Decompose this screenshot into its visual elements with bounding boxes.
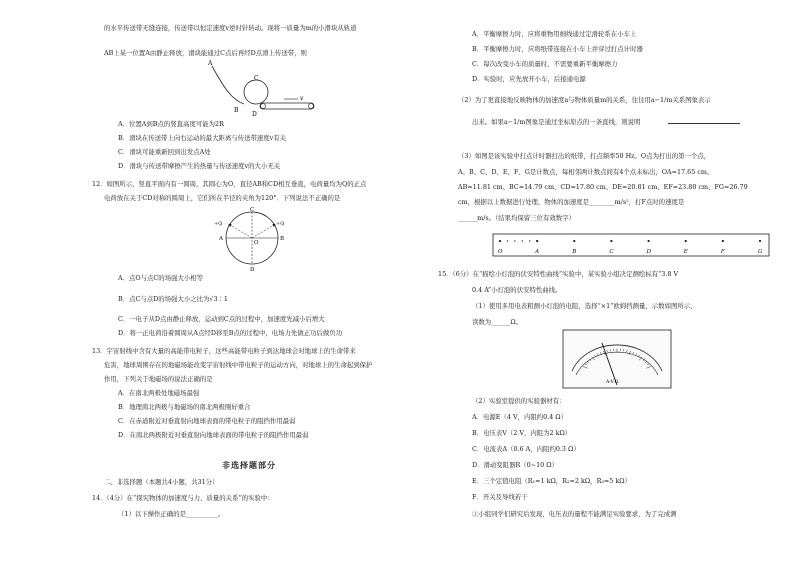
q13-option-c: C．在赤道附近对垂直射向地球表面的带电粒子的阻挡作用最弱 [118, 417, 296, 425]
label-a: A [219, 236, 223, 242]
tape-label: O [498, 249, 503, 255]
label-c: C [250, 207, 255, 213]
q15-text-line-2: 0.4 A”小灯泡的伏安特性曲线。 [472, 286, 562, 294]
circle-figure [212, 205, 292, 271]
q14-part-3-line-4: cm，根据以上数据进行处理，物体的加速度是________m/s²，打F点时的速度是 [458, 198, 685, 206]
section-title: 非选择题部分 [222, 460, 276, 470]
q15-part-1-line-2: 读数为______Ω。 [472, 318, 523, 326]
equip-e: E．三个定值电阻（R₁=1 kΩ，R₂=2 kΩ，R₃=5 kΩ） [472, 477, 631, 485]
tape-label: B [572, 249, 577, 255]
q11-option-b: B．滑块在传送带上向右运动的最大距离与传送带速度v有关 [118, 134, 287, 142]
q15-part-2: （2）实验室提供的实验器材有： [472, 397, 566, 405]
q14-option-d: D．实验时，应先放开小车，后接通电源 [472, 75, 586, 83]
tape-dot [647, 240, 649, 242]
equip-c: C．电流表A（0.6 A，内阻约0.3 Ω） [472, 445, 580, 453]
q12-text-line-2: 电荷放在关于CD对称的圆周上，它们所在半径的夹角为120°．下列说法不正确的是 [104, 194, 341, 202]
paper-tape-figure [492, 232, 772, 260]
tape-dot-minor [529, 240, 530, 241]
q13-text-line-1: 13．宇宙射线中含有大量的高能带电粒子，这些高能带电粒子到达地球会对地球上的生命带来 [92, 347, 356, 355]
label-c: C [254, 75, 259, 82]
label-b: B [280, 236, 285, 242]
q14-option-c: C．每次改变小车的质量时，不需要重新平衡摩擦力 [472, 60, 618, 68]
multimeter-dial-figure [562, 329, 672, 391]
q13-option-b: B．地理南北两极与地磁场的南北两极刚好重合 [118, 403, 251, 411]
tape-dot [610, 240, 612, 242]
tape-label: A [535, 249, 540, 255]
tape-dot [685, 240, 687, 242]
tape-label: E [683, 249, 688, 255]
q14-option-a: A．平衡摩擦力时，应将重物用细线通过定滑轮系在小车上 [472, 30, 637, 38]
tape-dot-minor [507, 240, 508, 241]
q13-text-line-2: 危害，地球周围存在的地磁场能改变宇宙射线中带电粒子的运动方向，对地球上的生命起到保护 [104, 361, 373, 369]
q14-part-1: （1）以下操作正确的是__________。 [118, 510, 225, 518]
q12-option-d: D．将一正电荷沿着圆周从A点经D移至B点的过程中，电场力先做正功后做负功 [118, 329, 343, 337]
tape-label: F [720, 249, 725, 255]
q11-text-line-2: AB上某一位置A由静止释放，滑块能通过C点后再经D点滑上传送带，则 [104, 49, 307, 57]
q13-option-a: A．在南北两极处地磁场最强 [118, 389, 200, 397]
section-subtitle: 二、非选择题（本题共4小题，共31分） [104, 478, 219, 486]
q13-option-d: D．在南北两极附近对垂直射向地球表面的带电粒子的阻挡作用最弱 [118, 431, 309, 439]
q14-part-3-line-5: ______m/s。（结果均保留三位有效数字） [458, 214, 575, 222]
tape-dot-minor [522, 240, 523, 241]
q11-option-c: C．滑块可能重新回到出发点A处 [118, 148, 211, 156]
label-a: A [208, 60, 213, 67]
equip-d: D．滑动变阻器R（0~10 Ω） [472, 461, 558, 469]
answer-blank[interactable] [668, 118, 740, 127]
q13-text-line-3: 作用，下列关于地磁场的说法正确的是 [104, 375, 213, 383]
label-d: D [252, 111, 257, 118]
q12-option-c: C．一电子从D点由静止释放，运动到C点的过程中，加速度先减小后增大 [118, 315, 325, 323]
tape-dot [499, 240, 501, 242]
equip-a: A．电源E（4 V，内阻约0.4 Ω） [472, 413, 568, 421]
tape-label: D [646, 249, 651, 255]
equip-b: B．电压表V（2 V，内阻为2 kΩ） [472, 429, 572, 437]
q14-part-2-line-2: 出来。如果a−1/m图象是通过坐标原点的一条直线，则说明 [472, 118, 641, 126]
tape-dot [573, 240, 575, 242]
q12-option-b: B．点C与点D的场强大小之比为√3∶1 [118, 295, 228, 303]
q11-option-a: A．位置A到B点的竖直高度可能为2R [118, 120, 224, 128]
label-charge-right: +Q [276, 221, 285, 227]
tape-label: C [609, 249, 614, 255]
q14-part-3-line-2: A、B、C、D、E、F、G是计数点，每相邻两计数点间有4个点未标出，OA=17.65 cm、 [458, 168, 714, 176]
q12-option-a: A．点O与点C的场强大小相等 [118, 274, 204, 282]
q12-text-line-1: 12．如图所示，竖直平面内有一圆周，其圆心为O，直径AB和CD相互垂直，电荷量均为Q的正点 [92, 180, 367, 188]
q15-text-line-1: 15．（6分）在“描绘小灯泡的伏安特性曲线”实验中，某实验小组决定测绘标有“3.8 V [438, 270, 679, 278]
q15-part-1-line-1: （1）使用多用电表粗测小灯泡的电阻，选择“×1”欧姆挡测量，示数如图所示， [472, 302, 697, 310]
track-figure [204, 58, 324, 118]
q11-option-d: D．滑块与传送带摩擦产生的热量与传送速度v的大小无关 [118, 162, 281, 170]
tape-dot [536, 240, 538, 242]
tape-dot [759, 240, 761, 242]
label-v: v [300, 95, 304, 102]
q14-text: 14．（4分）在“探究物体的加速度与力、质量的关系”的实验中： [92, 494, 274, 502]
label-b: B [234, 107, 239, 114]
q11-text-line-1: 的水平传送带无缝连接，传送带以恒定速度v逆时针转动。现将一质量为m的小滑块从轨道 [104, 24, 357, 32]
q14-part-3-line-1: （3）如图是该实验中打点计时器打出的纸带，打点频率50 Hz。O点为打出的第一个点， [458, 152, 711, 160]
q15-question-1: ①小组同学们研究后发现，电压表的量程不能满足实验要求，为了完成测 [472, 510, 677, 518]
meter-label: A-V-Ω [606, 380, 619, 385]
label-charge-left: +Q [214, 221, 223, 227]
tape-dot [722, 240, 724, 242]
equip-f: F．开关及导线若干 [472, 493, 528, 501]
q14-option-b: B．平衡摩擦力时，应将纸带连接在小车上并穿过打点计时器 [472, 45, 643, 53]
tape-dot-minor [514, 240, 515, 241]
q14-part-3-line-3: AB=11.81 cm、BC=14.79 cm、CD=17.80 cm、DE=20.81 cm、EF=23.80 cm、FG=26.79 [458, 183, 748, 191]
label-d: D [250, 267, 255, 271]
tape-label: G [758, 249, 763, 255]
label-o: O [254, 240, 259, 246]
q14-part-2-line-1: （2）为了更直接地反映物体的加速度a与物体质量m的关系，往往用a−1/m关系图象表示 [458, 96, 711, 104]
